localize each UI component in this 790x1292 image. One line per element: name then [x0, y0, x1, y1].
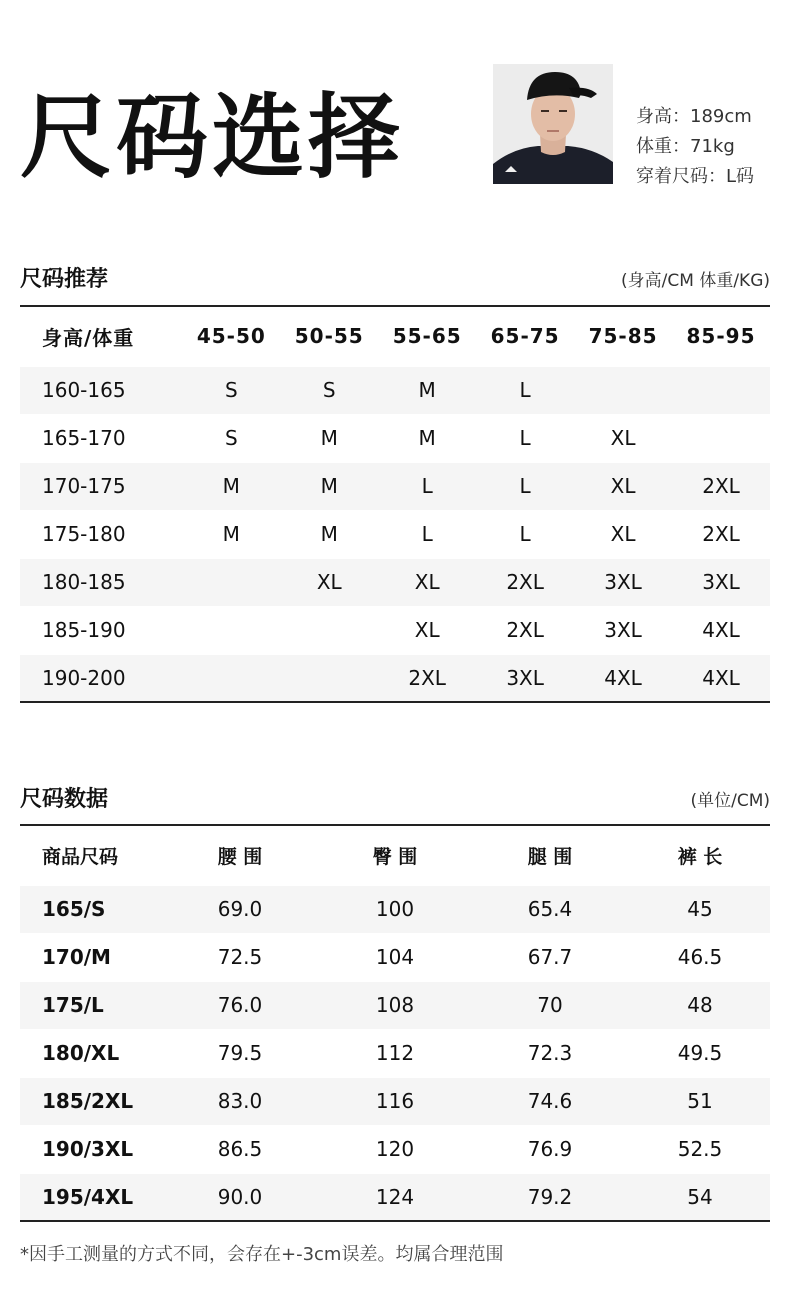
- size-cell: 3XL: [476, 654, 574, 702]
- length-cell: 49.5: [630, 1029, 770, 1077]
- size-cell: S: [182, 366, 280, 414]
- size-cell: L: [476, 366, 574, 414]
- size-cell: [182, 558, 280, 606]
- table-row: [20, 462, 770, 510]
- thigh-cell: 79.2: [470, 1173, 630, 1221]
- waist-cell: 76.0: [160, 981, 320, 1029]
- length-cell: 51: [630, 1077, 770, 1125]
- size-cell: 2XL: [476, 558, 574, 606]
- model-size: 穿着尺码：L码: [636, 166, 755, 187]
- table-row: [20, 414, 770, 462]
- size-cell: 3XL: [574, 606, 672, 654]
- size-cell: [182, 654, 280, 702]
- size-cell: XL: [378, 558, 476, 606]
- hip-cell: 124: [320, 1173, 470, 1221]
- header-cell: 臀 围: [320, 825, 470, 885]
- hip-cell: 120: [320, 1125, 470, 1173]
- size-cell: M: [182, 462, 280, 510]
- hip-cell: 104: [320, 933, 470, 981]
- size-cell: 2XL: [672, 462, 770, 510]
- thigh-cell: 67.7: [470, 933, 630, 981]
- header-cell: 85-95: [672, 306, 770, 366]
- product-size-cell: 175/L: [20, 981, 160, 1029]
- product-size-cell: 195/4XL: [20, 1173, 160, 1221]
- model-photo-illustration: [493, 64, 613, 184]
- data-unit: (单位/CM): [690, 791, 770, 811]
- header-cell: 商品尺码: [20, 825, 160, 885]
- table-row: [20, 981, 770, 1029]
- product-size-cell: 185/2XL: [20, 1077, 160, 1125]
- size-cell: XL: [574, 414, 672, 462]
- header-cell: 65-75: [476, 306, 574, 366]
- size-cell: [280, 654, 378, 702]
- table-row: [20, 654, 770, 702]
- height-cell: 165-170: [20, 414, 182, 462]
- hip-cell: 116: [320, 1077, 470, 1125]
- size-cell: 2XL: [672, 510, 770, 558]
- height-cell: 180-185: [20, 558, 182, 606]
- size-cell: L: [476, 510, 574, 558]
- header-cell: 腿 围: [470, 825, 630, 885]
- size-cell: L: [378, 510, 476, 558]
- thigh-cell: 74.6: [470, 1077, 630, 1125]
- size-cell: [280, 606, 378, 654]
- size-cell: L: [476, 462, 574, 510]
- thigh-cell: 76.9: [470, 1125, 630, 1173]
- header-cell: 55-65: [378, 306, 476, 366]
- thigh-cell: 72.3: [470, 1029, 630, 1077]
- size-cell: 4XL: [672, 606, 770, 654]
- header-cell: 50-55: [280, 306, 378, 366]
- size-cell: XL: [378, 606, 476, 654]
- model-info: [636, 102, 754, 192]
- table-row: [20, 366, 770, 414]
- size-cell: [182, 606, 280, 654]
- table-row: [20, 885, 770, 933]
- height-cell: 185-190: [20, 606, 182, 654]
- size-cell: [672, 366, 770, 414]
- size-cell: XL: [574, 462, 672, 510]
- model-weight: 体重：71kg: [636, 136, 735, 157]
- size-cell: 3XL: [672, 558, 770, 606]
- page-title: 尺码选择: [20, 84, 405, 191]
- size-data-table: [20, 824, 770, 1222]
- thigh-cell: 70: [470, 981, 630, 1029]
- recommend-section-header: [20, 256, 770, 296]
- size-cell: M: [280, 462, 378, 510]
- size-recommend-table: [20, 305, 770, 703]
- product-size-cell: 180/XL: [20, 1029, 160, 1077]
- product-size-cell: 165/S: [20, 885, 160, 933]
- header-cell: 身高/体重: [20, 306, 182, 366]
- recommend-unit: (身高/CM 体重/KG): [621, 271, 770, 291]
- hip-cell: 108: [320, 981, 470, 1029]
- model-height: 身高：189cm: [636, 106, 752, 127]
- table-row: [20, 558, 770, 606]
- size-cell: M: [378, 366, 476, 414]
- size-cell: S: [182, 414, 280, 462]
- length-cell: 48: [630, 981, 770, 1029]
- data-title: 尺码数据: [20, 787, 109, 812]
- length-cell: 52.5: [630, 1125, 770, 1173]
- data-section-header: [20, 776, 770, 816]
- length-cell: 54: [630, 1173, 770, 1221]
- header-cell: 75-85: [574, 306, 672, 366]
- size-cell: M: [280, 414, 378, 462]
- table-header-row: [20, 825, 770, 885]
- size-cell: XL: [280, 558, 378, 606]
- size-cell: XL: [574, 510, 672, 558]
- size-cell: 4XL: [574, 654, 672, 702]
- measurement-note: *因手工测量的方式不同，会存在+-3cm误差。均属合理范围: [20, 1244, 504, 1265]
- waist-cell: 69.0: [160, 885, 320, 933]
- height-cell: 190-200: [20, 654, 182, 702]
- size-cell: 2XL: [378, 654, 476, 702]
- size-cell: 4XL: [672, 654, 770, 702]
- size-cell: 3XL: [574, 558, 672, 606]
- header-cell: 腰 围: [160, 825, 320, 885]
- waist-cell: 90.0: [160, 1173, 320, 1221]
- hip-cell: 100: [320, 885, 470, 933]
- recommend-title: 尺码推荐: [20, 267, 109, 292]
- waist-cell: 83.0: [160, 1077, 320, 1125]
- model-photo: [493, 64, 613, 184]
- size-cell: S: [280, 366, 378, 414]
- table-header-row: [20, 306, 770, 366]
- table-row: [20, 1173, 770, 1221]
- size-cell: L: [476, 414, 574, 462]
- waist-cell: 72.5: [160, 933, 320, 981]
- size-cell: M: [378, 414, 476, 462]
- table-row: [20, 1029, 770, 1077]
- table-row: [20, 933, 770, 981]
- table-row: [20, 1125, 770, 1173]
- waist-cell: 79.5: [160, 1029, 320, 1077]
- waist-cell: 86.5: [160, 1125, 320, 1173]
- header-cell: 裤 长: [630, 825, 770, 885]
- length-cell: 45: [630, 885, 770, 933]
- header-cell: 45-50: [182, 306, 280, 366]
- table-row: [20, 606, 770, 654]
- product-size-cell: 190/3XL: [20, 1125, 160, 1173]
- size-cell: M: [182, 510, 280, 558]
- size-cell: 2XL: [476, 606, 574, 654]
- height-cell: 160-165: [20, 366, 182, 414]
- product-size-cell: 170/M: [20, 933, 160, 981]
- hip-cell: 112: [320, 1029, 470, 1077]
- height-cell: 170-175: [20, 462, 182, 510]
- size-cell: L: [378, 462, 476, 510]
- size-cell: [672, 414, 770, 462]
- size-cell: M: [280, 510, 378, 558]
- size-cell: [574, 366, 672, 414]
- table-row: [20, 1077, 770, 1125]
- table-row: [20, 510, 770, 558]
- length-cell: 46.5: [630, 933, 770, 981]
- thigh-cell: 65.4: [470, 885, 630, 933]
- height-cell: 175-180: [20, 510, 182, 558]
